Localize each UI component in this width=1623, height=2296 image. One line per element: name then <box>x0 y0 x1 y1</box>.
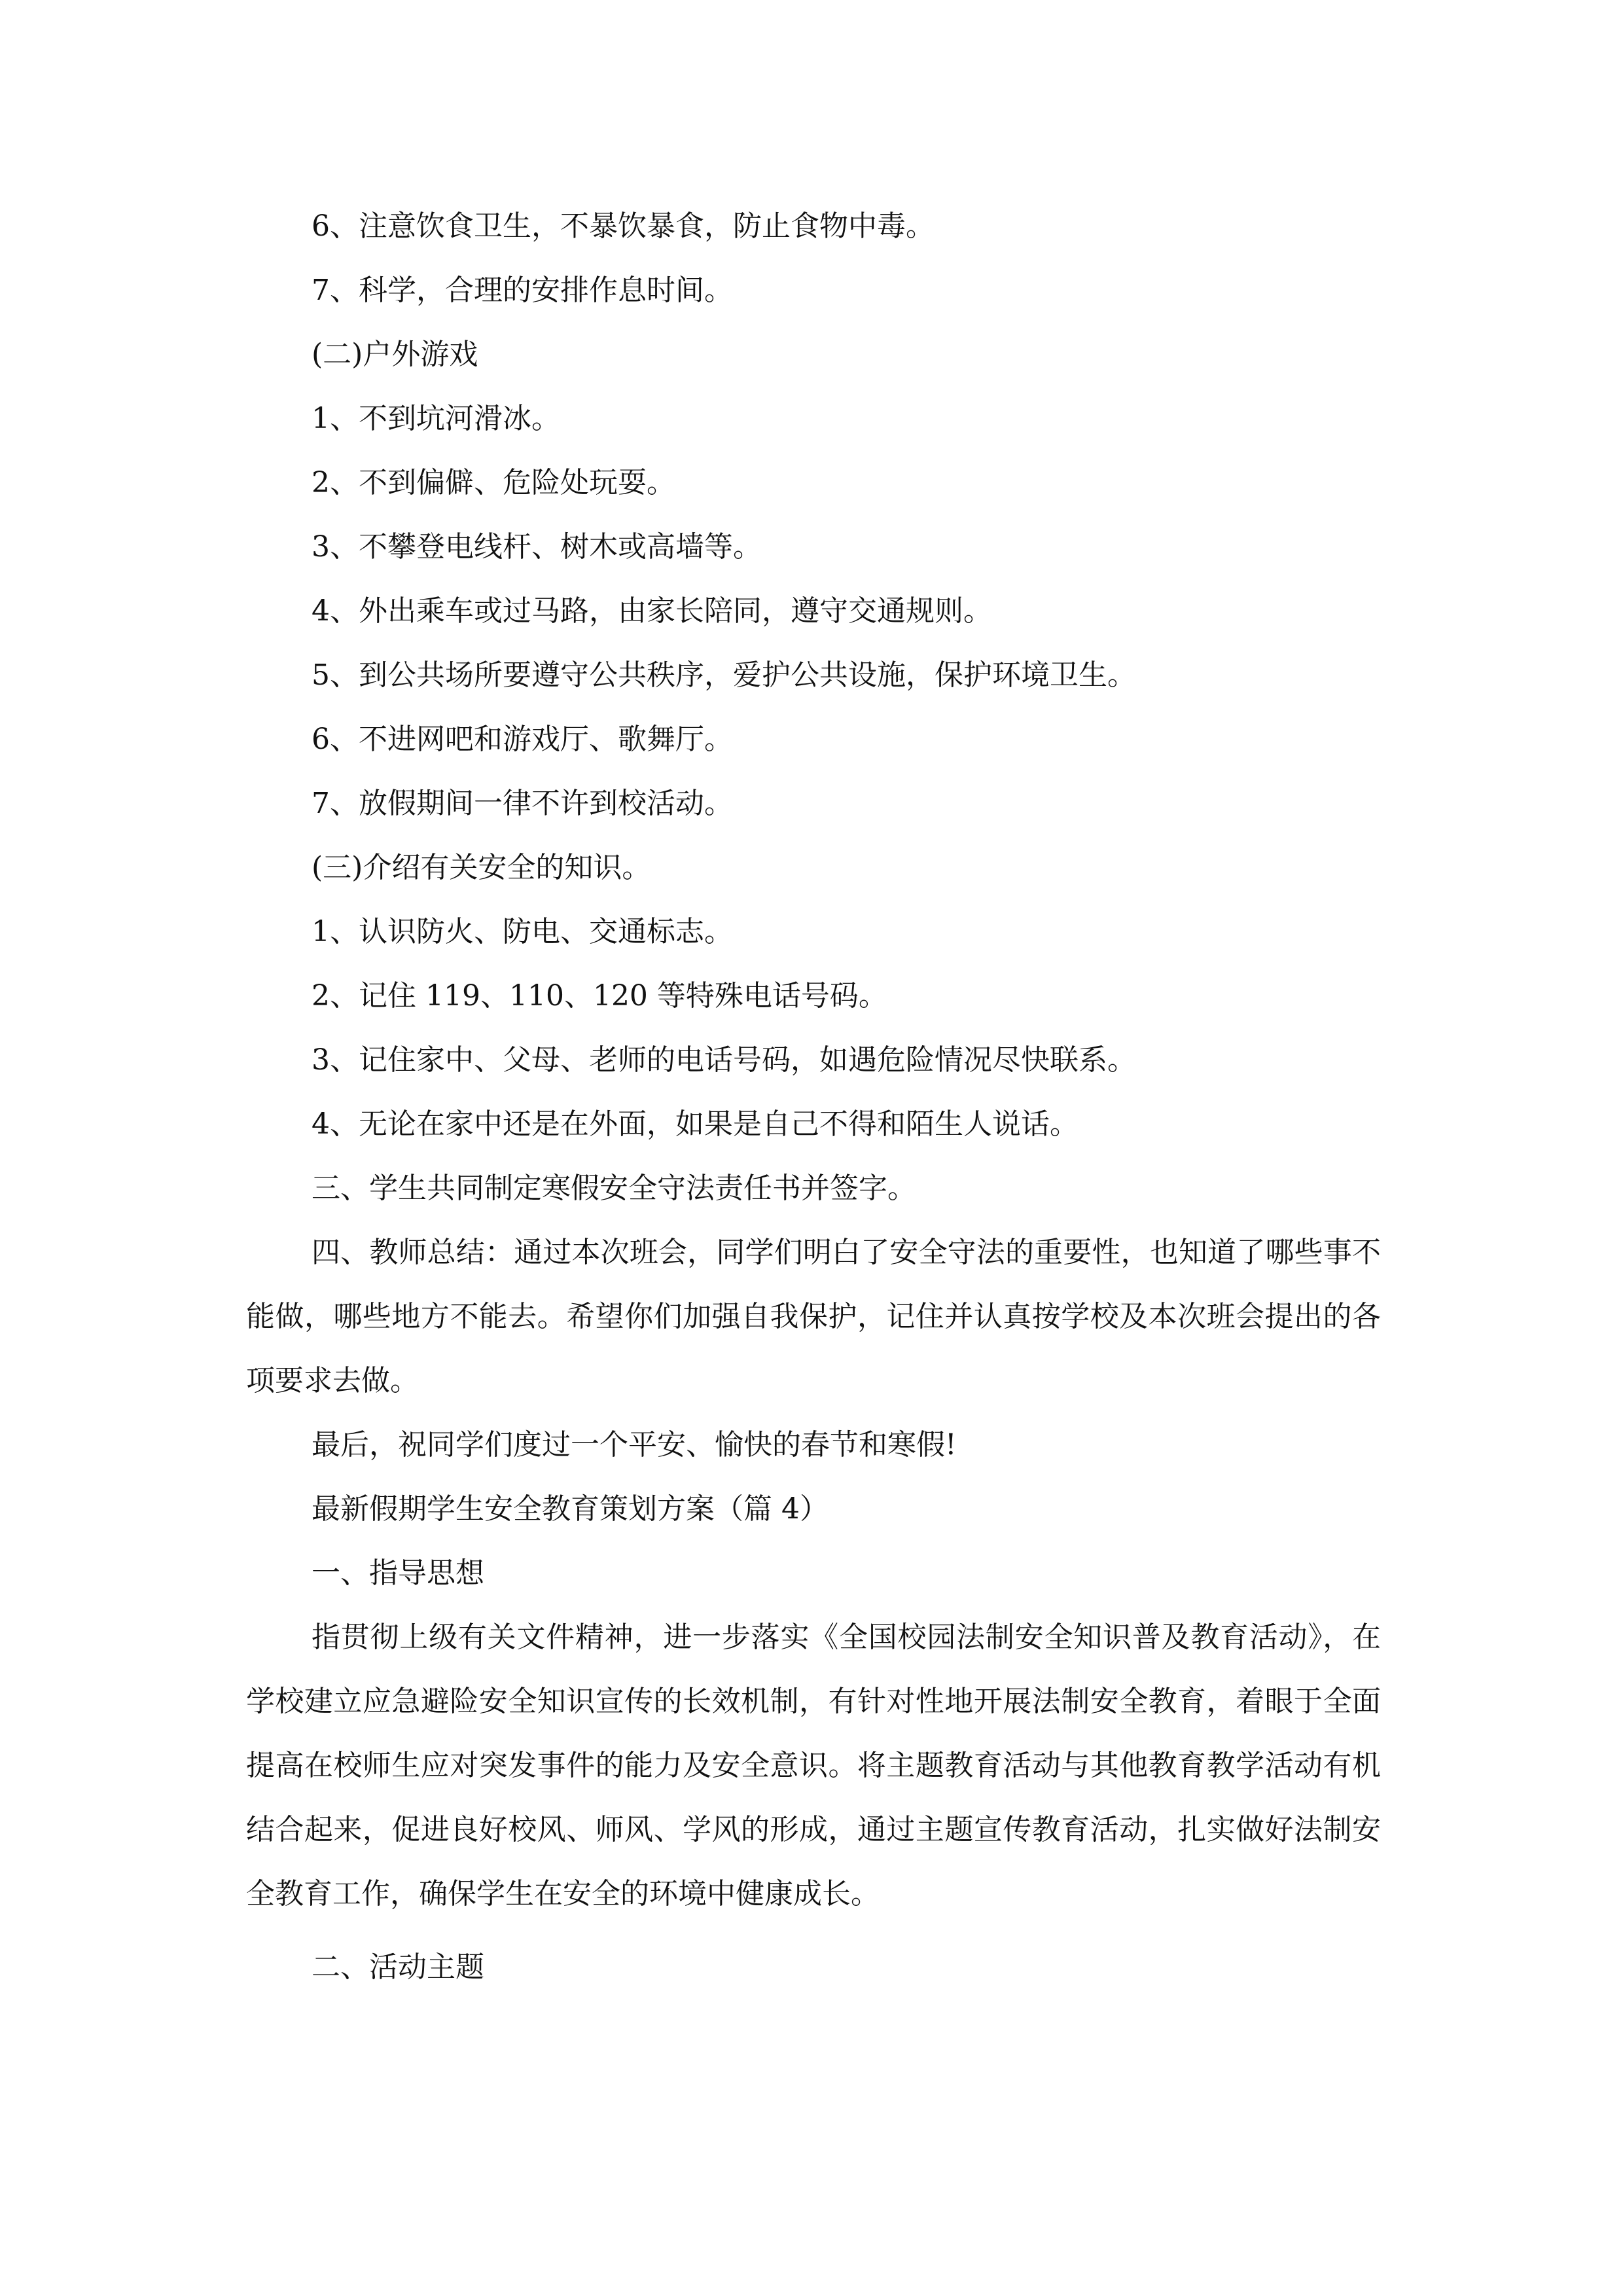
text-line: 7、科学，合理的安排作息时间。 <box>312 274 733 307</box>
heading-guiding-thought: 一、指导思想 <box>312 1556 484 1590</box>
document-body <box>246 194 1381 2000</box>
text-line: 3、记住家中、父母、老师的电话号码，如遇危险情况尽快联系。 <box>312 1043 1136 1077</box>
text-line: 2、不到偏僻、危险处玩耍。 <box>312 466 675 499</box>
summary-paragraph: 四、教师总结：通过本次班会，同学们明白了安全守法的重要性，也知道了哪些事不能做，哪些地方不能去。希望你们加强自我保护，记住并认真按学校及本次班会提出的各项要求去做。 <box>246 1236 1381 1397</box>
heading-activity-theme: 二、活动主题 <box>312 1950 484 1984</box>
subheading: (二)户外游戏 <box>312 338 478 371</box>
text-line: 4、外出乘车或过马路，由家长陪同，遵守交通规则。 <box>312 594 992 628</box>
text-line: 6、不进网吧和游戏厅、歌舞厅。 <box>312 723 733 756</box>
subheading: (三)介绍有关安全的知识。 <box>312 851 651 884</box>
section-title: 最新假期学生安全教育策划方案（篇 4） <box>312 1492 829 1526</box>
text-line: 6、注意饮食卫生，不暴饮暴食，防止食物中毒。 <box>312 209 935 243</box>
text-line: 1、认识防火、防电、交通标志。 <box>312 915 733 948</box>
guiding-paragraph: 指贯彻上级有关文件精神，进一步落实《全国校园法制安全知识普及教育活动》，在学校建立应急避险安全知识宣传的长效机制，有针对性地开展法制安全教育，着眼于全面提高在校师生应对突发事件的能力及安全意识。将主题教育活动与其他教育教学活动有机结合起来，促进良好校风、师风、学风的形成，通过主题宣传教育活动，扎实做好法制安全教育工作，确保学生在安全的环境中健康成长。 <box>246 1621 1381 1910</box>
text-line: 5、到公共场所要遵守公共秩序，爱护公共设施，保护环境卫生。 <box>312 658 1136 692</box>
text-line: 4、无论在家中还是在外面，如果是自己不得和陌生人说话。 <box>312 1107 1079 1141</box>
text-line: 2、记住 119、110、120 等特殊电话号码。 <box>312 979 887 1013</box>
text-line: 三、学生共同制定寒假安全守法责任书并签字。 <box>312 1172 916 1205</box>
text-line: 1、不到坑河滑冰。 <box>312 402 560 435</box>
closing-line: 最后，祝同学们度过一个平安、愉快的春节和寒假! <box>312 1428 957 1462</box>
text-line: 7、放假期间一律不许到校活动。 <box>312 787 733 820</box>
text-line: 3、不攀登电线杆、树木或高墙等。 <box>312 530 762 564</box>
